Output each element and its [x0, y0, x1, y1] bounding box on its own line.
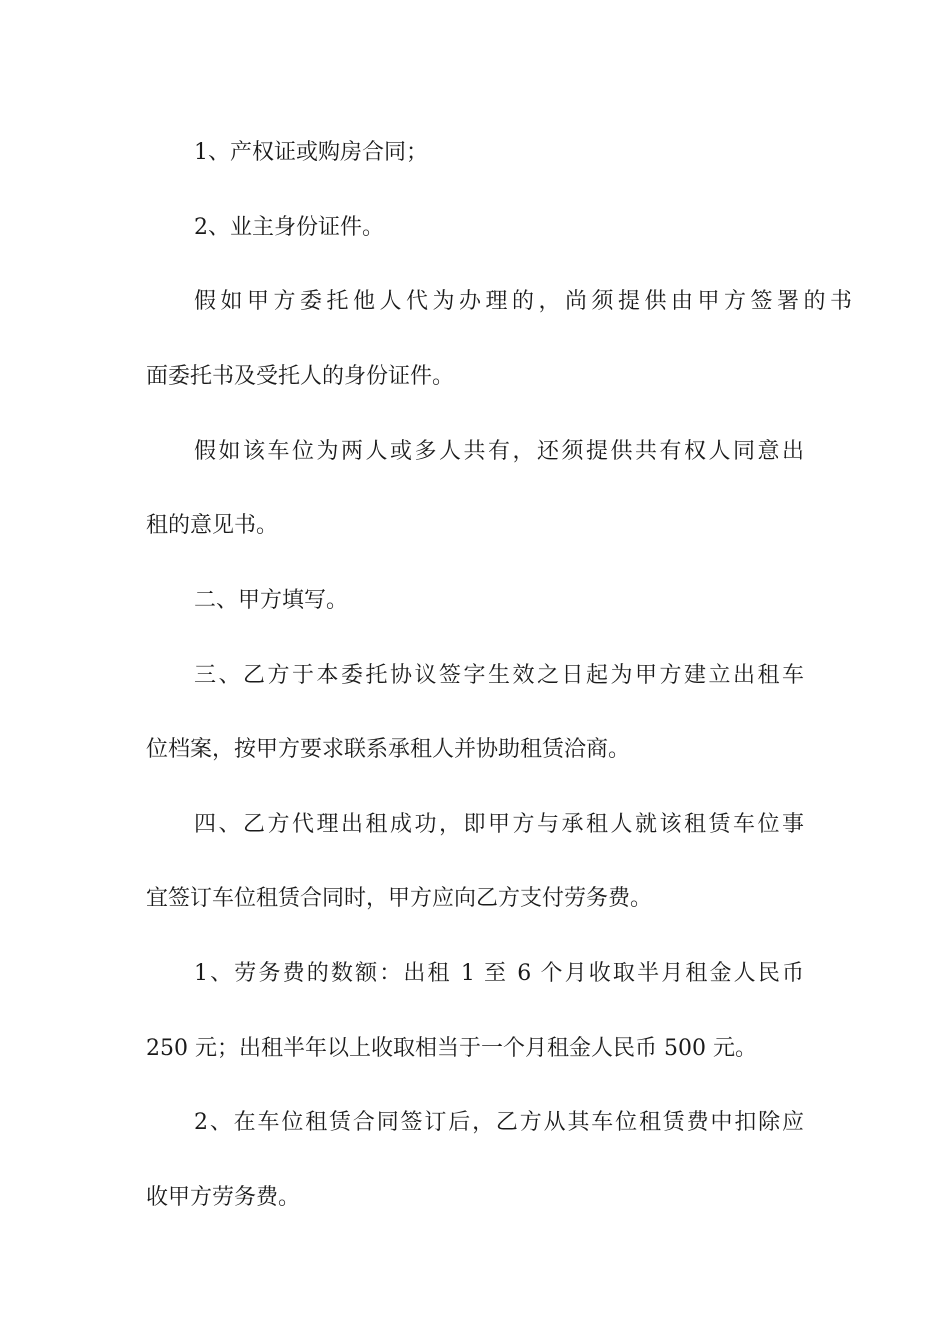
line-text: 1、劳务费的数额：出租 1 至 6 个月收取半月租金人民币 [194, 961, 804, 986]
paragraph-line [0, 810, 950, 840]
line-text: 租的意见书。 [146, 513, 279, 538]
line-text: 二、甲方填写。 [194, 588, 349, 613]
paragraph-line [0, 362, 950, 392]
paragraph-line [0, 959, 950, 989]
line-text: 1、产权证或购房合同； [194, 140, 428, 165]
line-text: 三、乙方于本委托协议签字生效之日起为甲方建立出租车 [194, 663, 804, 688]
line-text: 假如甲方委托他人代为办理的，尚须提供由甲方签署的书 [194, 289, 852, 314]
line-text: 250 元；出租半年以上收取相当于一个月租金人民币 500 元。 [146, 1036, 757, 1061]
paragraph-line [0, 437, 950, 467]
paragraph-line [0, 1183, 950, 1213]
paragraph-line [0, 213, 950, 243]
line-text: 收甲方劳务费。 [146, 1185, 301, 1210]
paragraph-line [0, 511, 950, 541]
paragraph-line [0, 884, 950, 914]
paragraph-line [0, 586, 950, 616]
line-text: 2、业主身份证件。 [194, 215, 384, 240]
line-text: 宜签订车位租赁合同时，甲方应向乙方支付劳务费。 [146, 886, 653, 911]
paragraph-line [0, 138, 950, 168]
line-text: 假如该车位为两人或多人共有，还须提供共有权人同意出 [194, 439, 804, 464]
paragraph-line [0, 1034, 950, 1064]
paragraph-line [0, 287, 950, 317]
paragraph-line [0, 1108, 950, 1138]
line-text: 四、乙方代理出租成功，即甲方与承租人就该租赁车位事 [194, 812, 804, 837]
paragraph-line [0, 735, 950, 765]
paragraph-line [0, 661, 950, 691]
line-text: 位档案，按甲方要求联系承租人并协助租赁洽商。 [146, 737, 631, 762]
line-text: 2、在车位租赁合同签订后，乙方从其车位租赁费中扣除应 [194, 1110, 804, 1135]
line-text: 面委托书及受托人的身份证件。 [146, 364, 455, 389]
